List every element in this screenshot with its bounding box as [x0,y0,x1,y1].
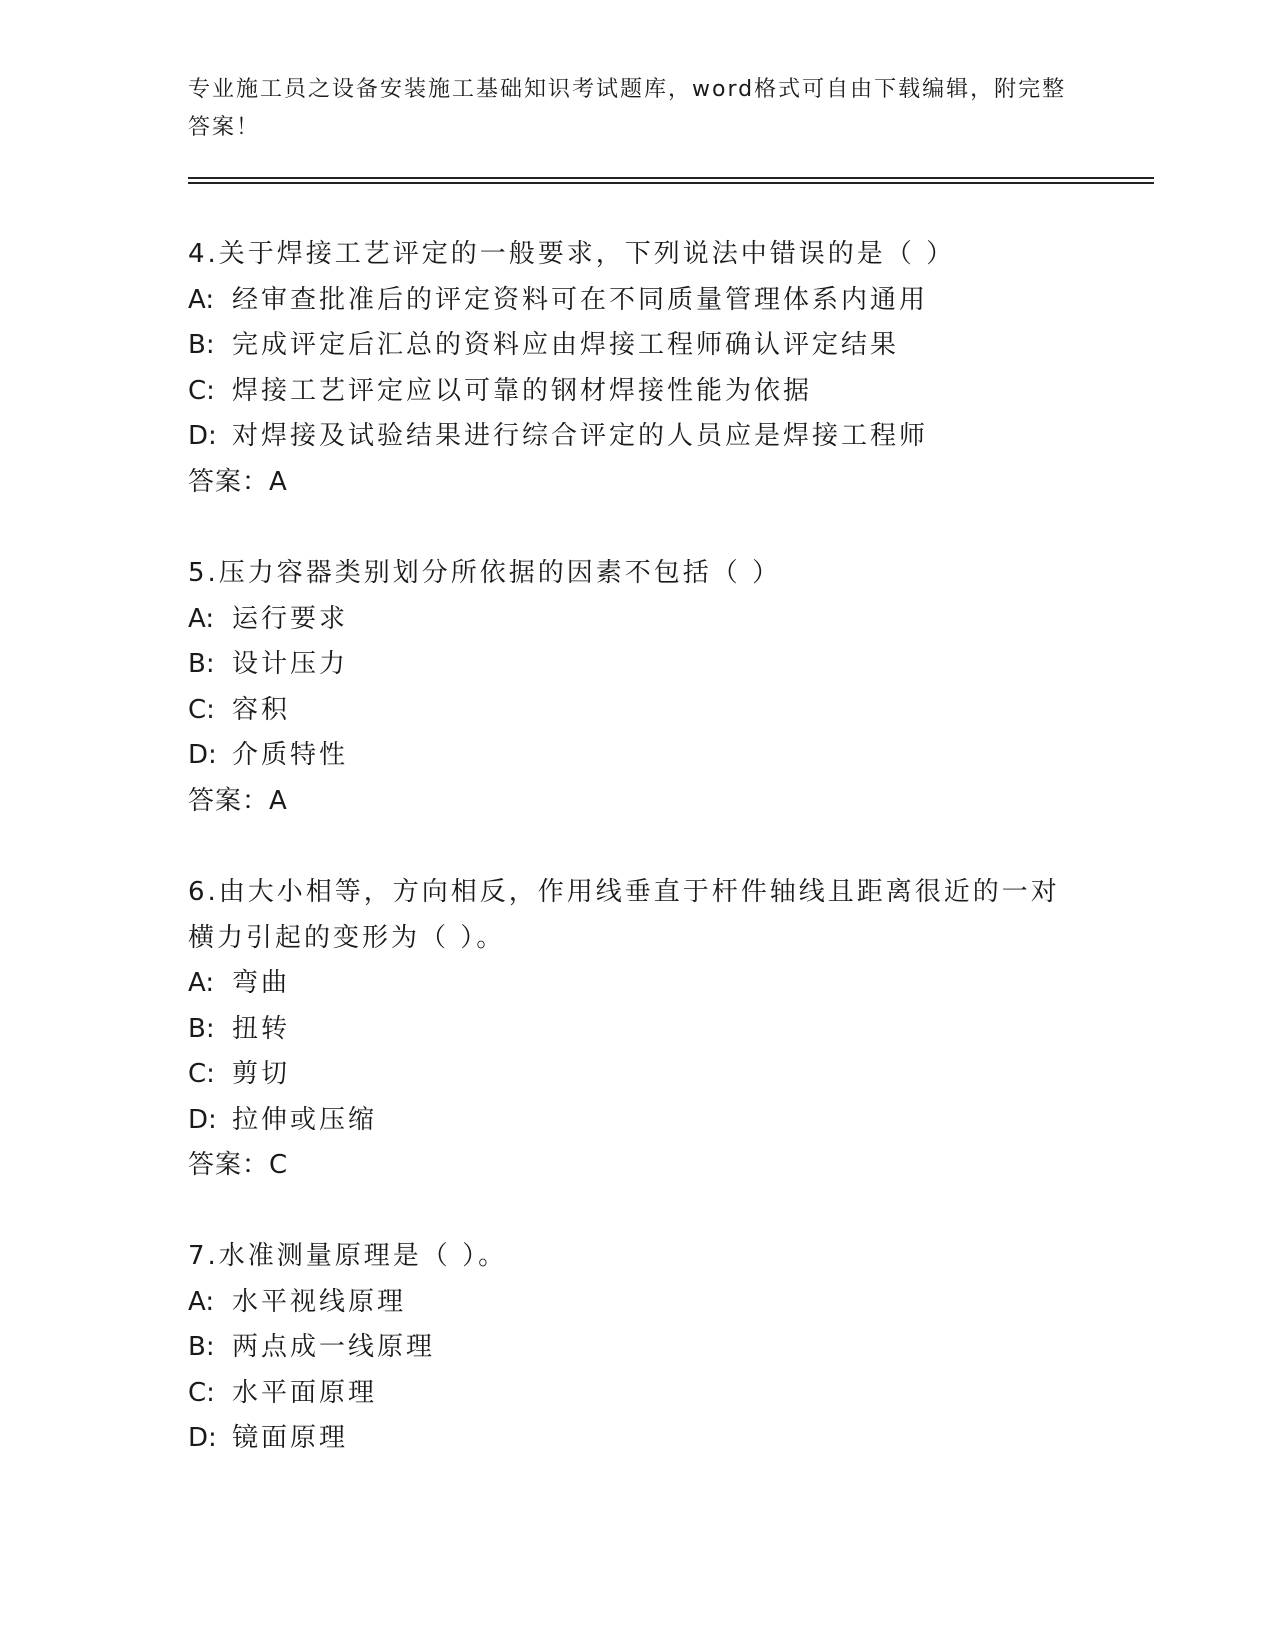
header-divider-top [188,177,1154,179]
option-label: D: [188,1423,217,1453]
option-d [188,1416,1088,1462]
option-label: B: [188,330,215,360]
option-text: 水平视线原理 [232,1286,407,1317]
question-stem: 4.关于焊接工艺评定的一般要求，下列说法中错误的是（ ） [188,239,956,269]
question-5 [188,551,1088,824]
option-label: C: [188,1059,215,1089]
option-d [188,414,1088,460]
option-c [188,688,1088,734]
answer-line: 答案：A [188,466,288,497]
option-text: 介质特性 [232,740,349,770]
question-stem: 5.压力容器类别划分所依据的因素不包括（ ） [188,558,782,588]
option-b [188,323,1088,369]
option-label: C: [188,375,215,406]
option-text: 扭转 [232,1013,291,1044]
option-label: C: [188,1377,215,1408]
option-label: A: [188,603,215,634]
option-text: 镜面原理 [232,1423,349,1453]
option-c [188,369,1088,415]
option-label: B: [188,1013,215,1044]
option-c [188,1052,1088,1098]
option-label: C: [188,694,215,725]
option-c [188,1371,1088,1417]
answer-line: 答案：C [188,1150,289,1180]
question-7 [188,1234,1088,1462]
option-text: 对焊接及试验结果进行综合评定的人员应是焊接工程师 [232,421,929,451]
option-text: 两点成一线原理 [232,1332,436,1362]
option-label: A: [188,968,215,998]
answer-line: 答案：A [188,785,288,816]
option-a [188,1280,1088,1326]
option-label: A: [188,284,215,315]
option-text: 经审查批准后的评定资料可在不同质量管理体系内通用 [232,284,929,315]
question-6 [188,870,1088,1189]
option-label: B: [188,1332,215,1362]
option-d [188,1098,1088,1144]
option-text: 弯曲 [232,968,291,998]
option-b [188,1007,1088,1053]
option-text: 水平面原理 [232,1377,378,1408]
question-stem: 7.水准测量原理是（ ）。 [188,1241,508,1271]
option-d [188,733,1088,779]
option-text: 运行要求 [232,603,349,634]
option-a [188,961,1088,1007]
option-label: A: [188,1286,215,1317]
header-divider-bottom [188,182,1154,184]
option-text: 设计压力 [232,649,349,679]
question-4 [188,232,1088,505]
option-text: 剪切 [232,1059,291,1089]
option-text: 焊接工艺评定应以可靠的钢材焊接性能为依据 [232,375,813,406]
option-label: D: [188,421,217,451]
option-text: 容积 [232,694,291,725]
option-b [188,1325,1088,1371]
question-stem: 6.由大小相等，方向相反，作用线垂直于杆件轴线且距离很近的一对 [188,877,1060,907]
option-label: B: [188,649,215,679]
option-label: D: [188,740,217,770]
option-a [188,278,1088,324]
document-header: 专业施工员之设备安装施工基础知识考试题库，word格式可自由下载编辑，附完整答案！ [188,77,1067,140]
option-label: D: [188,1104,217,1135]
option-a [188,597,1088,643]
option-b [188,642,1088,688]
option-text: 拉伸或压缩 [232,1104,378,1135]
question-stem-continued: 横力引起的变形为（ ）。 [188,922,506,953]
option-text: 完成评定后汇总的资料应由焊接工程师确认评定结果 [232,330,900,360]
